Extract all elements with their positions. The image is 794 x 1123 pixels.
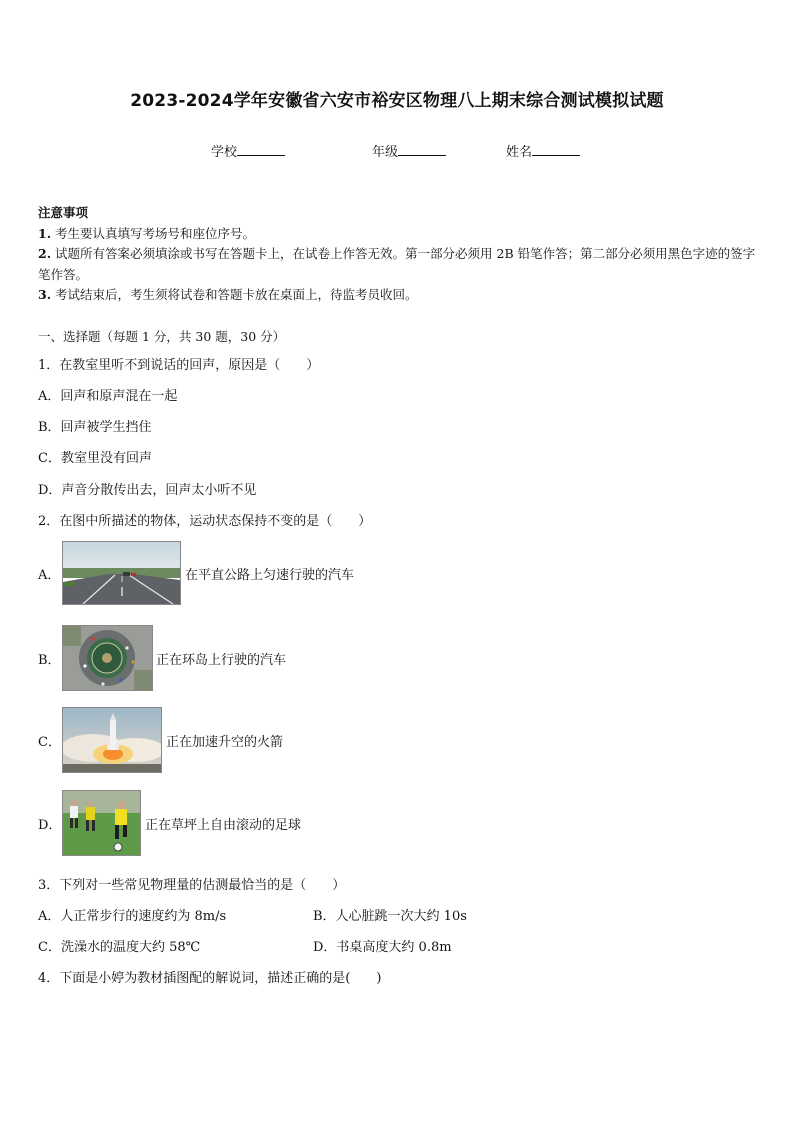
option-letter: A． xyxy=(38,567,61,583)
grade-blank xyxy=(398,142,446,156)
question-1-option-b: B．回声被学生挡住 xyxy=(38,420,152,435)
question-2-option-b xyxy=(38,625,286,691)
question-3-row-1 xyxy=(38,905,467,924)
roundabout-image xyxy=(62,625,153,691)
question-2-option-d xyxy=(38,790,301,856)
school-field xyxy=(211,141,285,160)
school-label: 学校 xyxy=(211,145,238,160)
note-item: 2. 试题所有答案必须填涂或书写在答题卡上，在试卷上作答无效。第一部分必须用 2B 铅笔作答；第二部分必须用黑色字迹的签字笔作答。 xyxy=(38,246,756,282)
option-letter: B． xyxy=(38,652,61,668)
question-4-stem: 4．下面是小婷为教材插图配的解说词，描述正确的是( ) xyxy=(38,971,382,986)
section-heading: 一、选择题（每题 1 分，共 30 题，30 分） xyxy=(38,329,286,344)
option-text: 正在加速升空的火箭 xyxy=(166,734,284,750)
name-blank xyxy=(532,142,580,156)
option-letter: C． xyxy=(38,734,61,750)
question-1-stem: 1．在教室里听不到说话的回声，原因是（ ） xyxy=(38,358,320,373)
rocket-launch-image xyxy=(62,707,162,773)
name-field xyxy=(506,141,580,160)
grade-field xyxy=(372,141,446,160)
question-2-stem: 2．在图中所描述的物体，运动状态保持不变的是（ ） xyxy=(38,514,372,529)
question-3-option-b: B．人心脏跳一次大约 10s xyxy=(313,909,467,924)
highway-car-image xyxy=(62,541,181,605)
question-3-option-c: C．洗澡水的温度大约 58℃ xyxy=(38,940,201,955)
option-text: 正在草坪上自由滚动的足球 xyxy=(145,817,302,833)
option-text: 正在环岛上行驶的汽车 xyxy=(156,652,287,668)
option-letter: D． xyxy=(38,817,62,833)
name-label: 姓名 xyxy=(506,145,533,160)
school-blank xyxy=(237,142,285,156)
question-1-option-a: A．回声和原声混在一起 xyxy=(38,389,178,404)
student-info-row xyxy=(0,141,794,161)
exam-notes xyxy=(38,203,760,306)
page-title: 2023-2024学年安徽省六安市裕安区物理八上期末综合测试模拟试题 xyxy=(130,91,664,111)
question-3-option-d: D．书桌高度大约 0.8m xyxy=(313,940,452,955)
question-1-option-d: D．声音分散传出去，回声太小听不见 xyxy=(38,483,257,498)
soccer-ball-image xyxy=(62,790,141,856)
question-3-row-2 xyxy=(38,936,452,955)
question-2-option-c xyxy=(38,707,283,773)
question-2-option-a xyxy=(38,541,354,605)
grade-label: 年级 xyxy=(372,145,399,160)
note-item: 3. 考试结束后，考生须将试卷和答题卡放在桌面上，待监考员收回。 xyxy=(38,287,418,302)
note-item: 1. 考生要认真填写考场号和座位序号。 xyxy=(38,225,256,241)
question-3-option-a: A．人正常步行的速度约为 8m/s xyxy=(38,909,227,924)
question-1-option-c: C．教室里没有回声 xyxy=(38,451,152,466)
notes-heading: 注意事项 xyxy=(38,205,89,220)
option-text: 在平直公路上匀速行驶的汽车 xyxy=(185,567,355,583)
question-3-stem: 3．下列对一些常见物理量的估测最恰当的是（ ） xyxy=(38,878,346,893)
